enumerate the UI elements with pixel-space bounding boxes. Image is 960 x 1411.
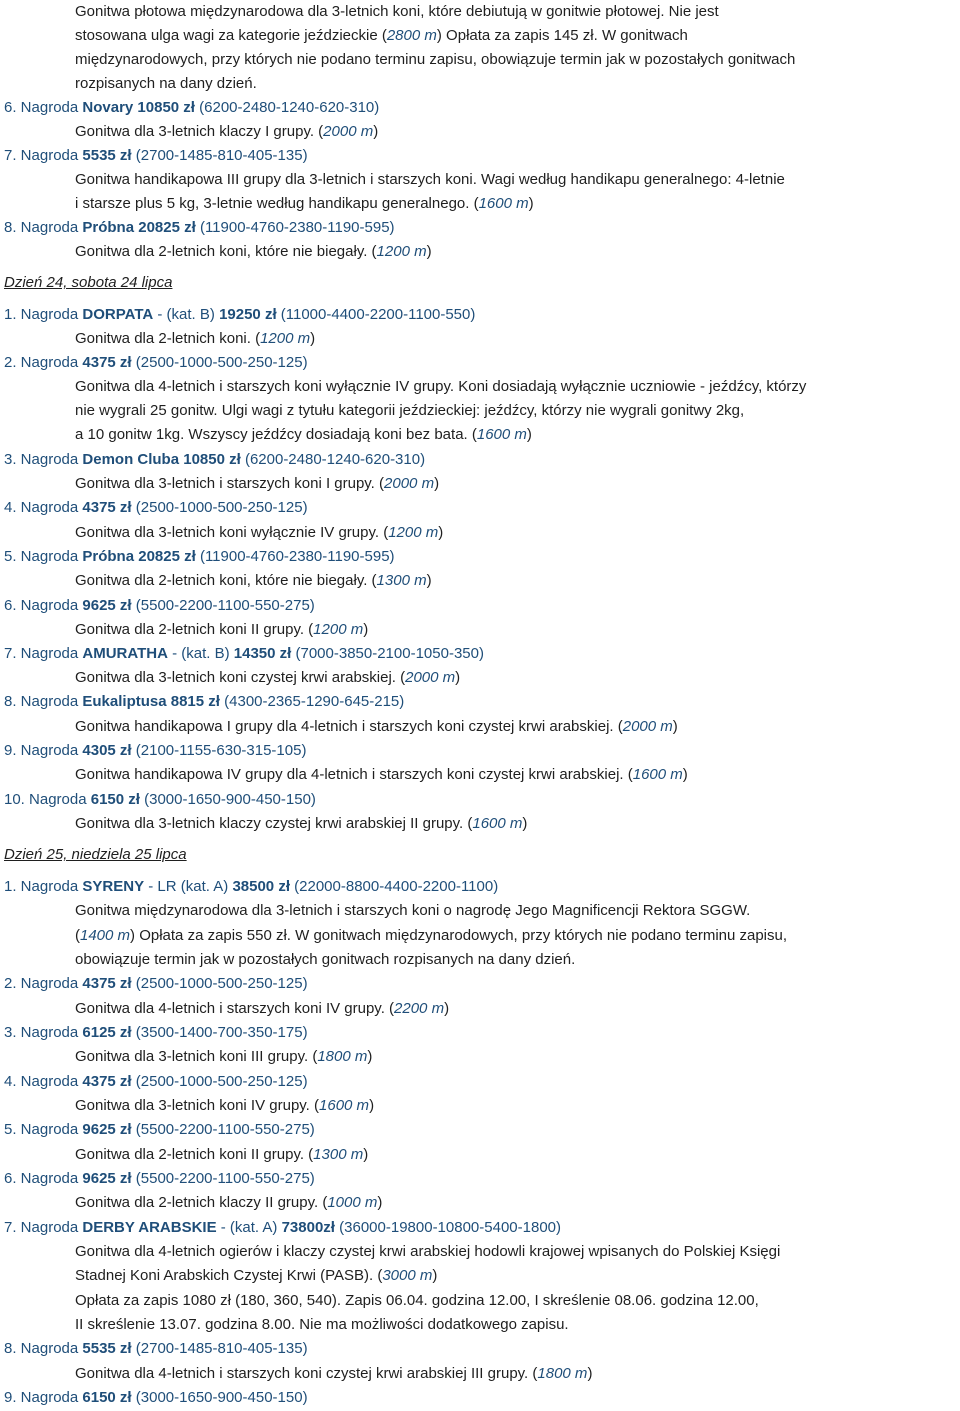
text-segment: (4300-2365-1290-645-215) bbox=[219, 693, 405, 710]
text-segment: 2200 m bbox=[394, 1000, 445, 1017]
text-segment: 4375 zł bbox=[82, 1073, 132, 1090]
text-segment: (5500-2200-1100-550-275) bbox=[131, 1170, 315, 1187]
text-segment: międzynarodowych, przy których nie podano terminu zapisu, obowiązuje termin jak w pozostałych gonitwach bbox=[75, 51, 796, 68]
race-heading-line bbox=[0, 351, 960, 375]
text-segment: 2000 m bbox=[622, 718, 673, 735]
day-heading bbox=[0, 271, 960, 295]
text-segment: stosowana ulga wagi za kategorie jeździeckie ( bbox=[75, 27, 387, 44]
race-heading-line bbox=[0, 972, 960, 996]
race-heading-line bbox=[0, 594, 960, 618]
text-segment: Gonitwa dla 4-letnich i starszych koni wyłącznie IV grupy. Koni dosiadają wyłącznie uczniowie - jeźdźcy, którzy bbox=[75, 378, 807, 395]
text-segment: 1600 m bbox=[476, 426, 527, 443]
text-segment: 14350 zł bbox=[233, 645, 292, 662]
text-segment: Dzień 24, sobota 24 lipca bbox=[4, 274, 173, 291]
race-heading-line bbox=[0, 303, 960, 327]
race-description-line bbox=[0, 1264, 960, 1288]
text-segment: 1300 m bbox=[313, 1146, 364, 1163]
text-segment: 9625 zł bbox=[82, 597, 132, 614]
text-segment: 9. Nagroda bbox=[4, 1389, 83, 1406]
text-segment: i starsze plus 5 kg, 3-letnie według handikapu generalnego. ( bbox=[75, 195, 479, 212]
text-segment: ) bbox=[526, 426, 532, 443]
text-segment: 4. Nagroda bbox=[4, 1073, 83, 1090]
text-segment: Gonitwa dla 2-letnich koni, które nie biegały. ( bbox=[75, 572, 377, 589]
race-heading-line bbox=[0, 448, 960, 472]
text-segment: Gonitwa handikapowa I grupy dla 4-letnich i starszych koni czystej krwi arabskiej. ( bbox=[75, 718, 623, 735]
race-heading-line bbox=[0, 690, 960, 714]
race-heading-line bbox=[0, 788, 960, 812]
text-segment: Gonitwa handikapowa IV grupy dla 4-letnich i starszych koni czystej krwi arabskiej. ( bbox=[75, 766, 633, 783]
text-segment: (6200-2480-1240-620-310) bbox=[194, 99, 380, 116]
text-segment: 1200 m bbox=[376, 243, 427, 260]
race-description-line bbox=[0, 0, 960, 24]
text-segment: 2. Nagroda bbox=[4, 354, 83, 371]
text-segment: 3. Nagroda bbox=[4, 451, 83, 468]
race-description-line bbox=[0, 327, 960, 351]
text-segment: rozpisanych na dany dzień. bbox=[75, 75, 257, 92]
race-heading-line bbox=[0, 1118, 960, 1142]
text-segment: 1200 m bbox=[388, 524, 439, 541]
race-description-line bbox=[0, 472, 960, 496]
race-description-line bbox=[0, 521, 960, 545]
race-heading-line bbox=[0, 1337, 960, 1361]
race-description-line bbox=[0, 24, 960, 48]
race-heading-line bbox=[0, 1070, 960, 1094]
text-segment: (2700-1485-810-405-135) bbox=[131, 1340, 308, 1357]
text-segment: ) bbox=[438, 524, 444, 541]
text-segment: ) bbox=[310, 330, 316, 347]
text-segment: Gonitwa dla 3-letnich koni wyłącznie IV grupy. ( bbox=[75, 524, 389, 541]
text-segment: Novary 10850 zł bbox=[82, 99, 195, 116]
text-segment: ( bbox=[75, 927, 80, 944]
text-segment: 1200 m bbox=[313, 621, 364, 638]
text-segment: II skreślenie 13.07. godzina 8.00. Nie ma możliwości dodatkowego zapisu. bbox=[75, 1316, 569, 1333]
text-segment: 1200 m bbox=[260, 330, 311, 347]
text-segment: - LR (kat. A) bbox=[144, 878, 233, 895]
text-segment: 4375 zł bbox=[82, 975, 132, 992]
race-description-line bbox=[0, 812, 960, 836]
text-segment: ) bbox=[363, 621, 369, 638]
text-segment: ) bbox=[426, 572, 432, 589]
text-segment: ) Opłata za zapis 145 zł. W gonitwach bbox=[436, 27, 688, 44]
text-segment: 73800zł bbox=[281, 1219, 335, 1236]
text-segment: 6. Nagroda bbox=[4, 99, 83, 116]
text-segment: ) bbox=[672, 718, 678, 735]
text-segment: Gonitwa dla 2-letnich koni II grupy. ( bbox=[75, 1146, 314, 1163]
text-segment: 8. Nagroda bbox=[4, 693, 83, 710]
race-description-line bbox=[0, 1045, 960, 1069]
race-heading-line bbox=[0, 216, 960, 240]
text-segment: ) bbox=[369, 1097, 375, 1114]
text-segment: 1000 m bbox=[327, 1194, 378, 1211]
race-description-line bbox=[0, 1240, 960, 1264]
race-description-line bbox=[0, 240, 960, 264]
text-segment: Gonitwa płotowa międzynarodowa dla 3-letnich koni, które debiutują w gonitwie płotowej. Nie jest bbox=[75, 3, 719, 20]
text-segment: 19250 zł bbox=[219, 306, 277, 323]
race-description-line bbox=[0, 1289, 960, 1313]
text-segment: - (kat. B) bbox=[153, 306, 220, 323]
text-segment: Gonitwa dla 2-letnich klaczy II grupy. ( bbox=[75, 1194, 328, 1211]
race-description-line bbox=[0, 899, 960, 923]
race-heading-line bbox=[0, 96, 960, 120]
text-segment: (2500-1000-500-250-125) bbox=[131, 975, 308, 992]
text-segment: 5535 zł bbox=[82, 147, 132, 164]
race-heading-line bbox=[0, 1216, 960, 1240]
race-heading-line bbox=[0, 642, 960, 666]
text-segment: Gonitwa dla 4-letnich i starszych koni czystej krwi arabskiej III grupy. ( bbox=[75, 1365, 538, 1382]
text-segment: 2000 m bbox=[323, 123, 374, 140]
text-segment: 5. Nagroda bbox=[4, 548, 83, 565]
text-segment: 6125 zł bbox=[82, 1024, 132, 1041]
text-segment: (2500-1000-500-250-125) bbox=[131, 499, 308, 516]
race-description-line bbox=[0, 120, 960, 144]
race-description-line bbox=[0, 618, 960, 642]
text-segment: 4305 zł bbox=[82, 742, 132, 759]
text-segment: DERBY ARABSKIE bbox=[82, 1219, 217, 1236]
text-segment: ) bbox=[682, 766, 688, 783]
race-description-line bbox=[0, 1094, 960, 1118]
text-segment: 1300 m bbox=[376, 572, 427, 589]
race-heading-line bbox=[0, 1021, 960, 1045]
race-description-line bbox=[0, 1313, 960, 1337]
text-segment: Dzień 25, niedziela 25 lipca bbox=[4, 846, 187, 863]
text-segment: nie wygrali 25 gonitw. Ulgi wagi z tytułu kategorii jeździeckiej: jeźdźcy, którzy nie wygrali gonitwy 2kg, bbox=[75, 402, 745, 419]
text-segment: 1600 m bbox=[632, 766, 683, 783]
text-segment: ) bbox=[363, 1146, 369, 1163]
text-segment: (5500-2200-1100-550-275) bbox=[131, 597, 315, 614]
text-segment: Gonitwa dla 3-letnich koni czystej krwi arabskiej. ( bbox=[75, 669, 406, 686]
text-segment: 10. Nagroda bbox=[4, 791, 91, 808]
text-segment: Gonitwa dla 3-letnich koni IV grupy. ( bbox=[75, 1097, 320, 1114]
race-description-line bbox=[0, 1191, 960, 1215]
text-segment: 1800 m bbox=[537, 1365, 588, 1382]
race-heading-line bbox=[0, 875, 960, 899]
text-segment: (7000-3850-2100-1050-350) bbox=[291, 645, 484, 662]
text-segment: Opłata za zapis 1080 zł (180, 360, 540). Zapis 06.04. godzina 12.00, I skreślenie 08.06. godzina 12.00, bbox=[75, 1292, 759, 1309]
text-segment: Gonitwa dla 3-letnich koni III grupy. ( bbox=[75, 1048, 318, 1065]
text-segment: Eukaliptusa 8815 zł bbox=[82, 693, 220, 710]
text-segment: 8. Nagroda bbox=[4, 219, 83, 236]
text-segment: 7. Nagroda bbox=[4, 147, 83, 164]
text-segment: Gonitwa dla 2-letnich koni, które nie biegały. ( bbox=[75, 243, 377, 260]
text-segment: Gonitwa międzynarodowa dla 3-letnich i starszych koni o nagrodę Jego Magnificencji Rektora SGGW. bbox=[75, 902, 751, 919]
race-description-line bbox=[0, 1362, 960, 1386]
text-segment: 5. Nagroda bbox=[4, 1121, 83, 1138]
text-segment: (2700-1485-810-405-135) bbox=[131, 147, 308, 164]
text-segment: Gonitwa dla 3-letnich klaczy I grupy. ( bbox=[75, 123, 324, 140]
text-segment: (11900-4760-2380-1190-595) bbox=[195, 219, 395, 236]
text-segment: 7. Nagroda bbox=[4, 645, 83, 662]
text-segment: (2500-1000-500-250-125) bbox=[131, 1073, 308, 1090]
text-segment: 2. Nagroda bbox=[4, 975, 83, 992]
text-segment: 9625 zł bbox=[82, 1121, 132, 1138]
text-segment: 8. Nagroda bbox=[4, 1340, 83, 1357]
text-segment: 1. Nagroda bbox=[4, 878, 83, 895]
text-segment: 6. Nagroda bbox=[4, 597, 83, 614]
text-segment: Gonitwa dla 4-letnich i starszych koni IV grupy. ( bbox=[75, 1000, 395, 1017]
text-segment: (3500-1400-700-350-175) bbox=[131, 1024, 308, 1041]
race-description-line bbox=[0, 1143, 960, 1167]
text-segment: 3000 m bbox=[382, 1267, 433, 1284]
text-segment: - (kat. A) bbox=[216, 1219, 282, 1236]
text-segment: 2000 m bbox=[384, 475, 435, 492]
text-segment: 1400 m bbox=[80, 927, 131, 944]
text-segment: 1600 m bbox=[478, 195, 529, 212]
text-segment: ) bbox=[434, 475, 440, 492]
text-segment: Gonitwa dla 4-letnich ogierów i klaczy czystej krwi arabskiej hodowli krajowej wpisanych do Polskiej Księgi bbox=[75, 1243, 781, 1260]
text-segment: ) bbox=[377, 1194, 383, 1211]
race-description-line bbox=[0, 997, 960, 1021]
race-heading-line bbox=[0, 144, 960, 168]
text-segment: SYRENY bbox=[82, 878, 145, 895]
race-description-line bbox=[0, 72, 960, 96]
text-segment: obowiązuje termin jak w pozostałych gonitwach rozpisanych na dany dzień. bbox=[75, 951, 576, 968]
text-segment: 4375 zł bbox=[82, 499, 132, 516]
race-heading-line bbox=[0, 739, 960, 763]
text-segment: 1600 m bbox=[319, 1097, 370, 1114]
text-segment: 9625 zł bbox=[82, 1170, 132, 1187]
text-segment: ) bbox=[528, 195, 534, 212]
text-segment: 1. Nagroda bbox=[4, 306, 83, 323]
race-description-line bbox=[0, 666, 960, 690]
text-segment: 6. Nagroda bbox=[4, 1170, 83, 1187]
race-description-line bbox=[0, 375, 960, 399]
text-segment: 4. Nagroda bbox=[4, 499, 83, 516]
text-segment: 6150 zł bbox=[90, 791, 140, 808]
text-segment: (3000-1650-900-450-150) bbox=[139, 791, 316, 808]
text-segment: (11000-4400-2200-1100-550) bbox=[276, 306, 476, 323]
text-segment: 3. Nagroda bbox=[4, 1024, 83, 1041]
text-segment: Stadnej Koni Arabskich Czystej Krwi (PASB). ( bbox=[75, 1267, 383, 1284]
race-description-line bbox=[0, 48, 960, 72]
text-segment: Gonitwa dla 3-letnich i starszych koni I grupy. ( bbox=[75, 475, 385, 492]
text-segment: ) bbox=[587, 1365, 593, 1382]
text-segment: AMURATHA bbox=[82, 645, 168, 662]
text-segment: (2100-1155-630-315-105) bbox=[131, 742, 307, 759]
text-segment: Gonitwa handikapowa III grupy dla 3-letnich i starszych koni. Wagi według handikapu generalnego: 4-letnie bbox=[75, 171, 785, 188]
race-description-line bbox=[0, 192, 960, 216]
text-segment: 1600 m bbox=[472, 815, 523, 832]
text-segment: 2000 m bbox=[405, 669, 456, 686]
race-heading-line bbox=[0, 496, 960, 520]
text-segment: ) bbox=[444, 1000, 450, 1017]
text-segment: Próbna 20825 zł bbox=[82, 219, 196, 236]
race-heading-line bbox=[0, 545, 960, 569]
text-segment: (22000-8800-4400-2200-1100) bbox=[289, 878, 499, 895]
race-heading-line bbox=[0, 1386, 960, 1410]
text-segment: ) bbox=[426, 243, 432, 260]
text-segment: Gonitwa dla 3-letnich klaczy czystej krwi arabskiej II grupy. ( bbox=[75, 815, 473, 832]
race-description-line bbox=[0, 924, 960, 948]
text-segment: Próbna 20825 zł bbox=[82, 548, 196, 565]
race-heading-line bbox=[0, 1167, 960, 1191]
text-segment: 4375 zł bbox=[82, 354, 132, 371]
text-segment: 5535 zł bbox=[82, 1340, 132, 1357]
text-segment: 2800 m bbox=[386, 27, 437, 44]
text-segment: ) bbox=[373, 123, 379, 140]
text-segment: 38500 zł bbox=[232, 878, 290, 895]
race-description-line bbox=[0, 399, 960, 423]
text-segment: Gonitwa dla 2-letnich koni II grupy. ( bbox=[75, 621, 314, 638]
text-segment: Gonitwa dla 2-letnich koni. ( bbox=[75, 330, 261, 347]
race-description-line bbox=[0, 168, 960, 192]
text-segment: ) Opłata za zapis 550 zł. W gonitwach międzynarodowych, przy których nie podano terminu zapisu, bbox=[130, 927, 788, 944]
text-segment: ) bbox=[432, 1267, 438, 1284]
text-segment: 9. Nagroda bbox=[4, 742, 83, 759]
text-segment: ) bbox=[367, 1048, 373, 1065]
text-segment: (6200-2480-1240-620-310) bbox=[240, 451, 426, 468]
text-segment: 1800 m bbox=[317, 1048, 368, 1065]
text-segment: 6150 zł bbox=[82, 1389, 132, 1406]
text-segment: 7. Nagroda bbox=[4, 1219, 83, 1236]
text-segment: - (kat. B) bbox=[167, 645, 234, 662]
text-segment: DORPATA bbox=[82, 306, 154, 323]
race-description-line bbox=[0, 569, 960, 593]
text-segment: (5500-2200-1100-550-275) bbox=[131, 1121, 315, 1138]
text-segment: (3000-1650-900-450-150) bbox=[131, 1389, 308, 1406]
race-description-line bbox=[0, 948, 960, 972]
race-description-line bbox=[0, 423, 960, 447]
text-segment: ) bbox=[455, 669, 461, 686]
text-segment: (36000-19800-10800-5400-1800) bbox=[334, 1219, 561, 1236]
text-segment: (2500-1000-500-250-125) bbox=[131, 354, 308, 371]
text-segment: (11900-4760-2380-1190-595) bbox=[195, 548, 395, 565]
race-description-line bbox=[0, 763, 960, 787]
text-segment: ) bbox=[522, 815, 528, 832]
day-heading bbox=[0, 843, 960, 867]
text-segment: Demon Cluba 10850 zł bbox=[82, 451, 241, 468]
race-description-line bbox=[0, 715, 960, 739]
text-segment: a 10 gonitw 1kg. Wszyscy jeźdźcy dosiadają koni bez bata. ( bbox=[75, 426, 477, 443]
